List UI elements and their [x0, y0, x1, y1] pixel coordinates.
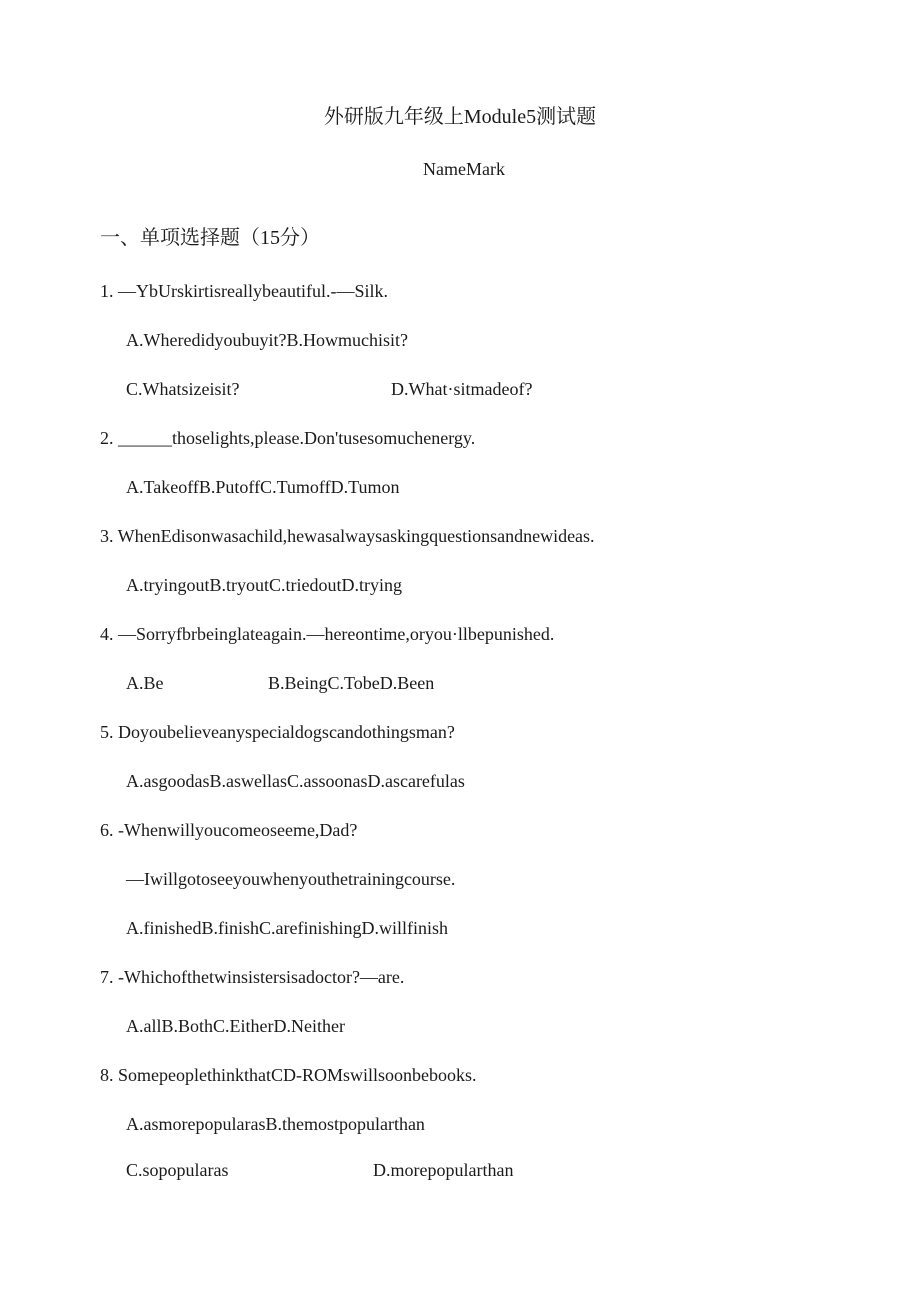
question-7-options: A.allB.BothC.EitherD.Neither — [126, 1016, 345, 1036]
name-mark-line: NameMark — [423, 159, 505, 179]
question-6-reply: —Iwillgotoseeyouwhenyouthetrainingcourse. — [126, 869, 456, 889]
question-1-options-ab: A.Wheredidyoubuyit?B.Howmuchisit? — [126, 330, 408, 350]
question-5-stem: 5. Doyoubelieveanyspecialdogscandothingsman? — [100, 722, 455, 742]
question-4-option-a: A.Be — [126, 673, 164, 693]
question-1-option-c: C.Whatsizeisit? — [126, 379, 240, 399]
question-1-stem: 1. —YbUrskirtisreallybeautiful.-—Silk. — [100, 281, 388, 301]
page-title: 外研版九年级上Module5测试题 — [323, 106, 597, 128]
section-heading: 一、单项选择题（15分） — [100, 227, 320, 249]
question-7-stem: 7. -Whichofthetwinsistersisadoctor?—are. — [100, 967, 405, 987]
question-8-option-d: D.morepopularthan — [373, 1160, 514, 1180]
question-3-options: A.tryingoutB.tryoutC.triedoutD.trying — [126, 575, 402, 595]
question-4-stem: 4. —Sorryfbrbeinglateagain.—hereontime,oryou·llbepunished. — [100, 624, 555, 644]
question-6-options: A.finishedB.finishC.arefinishingD.willfinish — [126, 918, 448, 938]
question-5-options: A.asgoodasB.aswellasC.assoonasD.ascarefulas — [126, 771, 465, 791]
question-8-option-c: C.sopopularas — [126, 1160, 229, 1180]
question-2-options: A.TakeoffB.PutoffC.TumoffD.Tumon — [126, 477, 400, 497]
question-2-stem: 2. ______thoselights,please.Don'tusesomuchenergy. — [100, 428, 476, 448]
question-1-option-d: D.What·sitmadeof? — [391, 379, 533, 399]
question-8-stem: 8. SomepeoplethinkthatCD-ROMswillsoonbebooks. — [100, 1065, 477, 1085]
question-3-stem: 3. WhenEdisonwasachild,hewasalwaysaskingquestionsandnewideas. — [100, 526, 595, 546]
question-6-stem: 6. -Whenwillyoucomeoseeme,Dad? — [100, 820, 358, 840]
question-8-options-ab: A.asmorepopularasB.themostpopularthan — [126, 1114, 425, 1134]
question-4-options-bcd: B.BeingC.TobeD.Been — [268, 673, 435, 693]
